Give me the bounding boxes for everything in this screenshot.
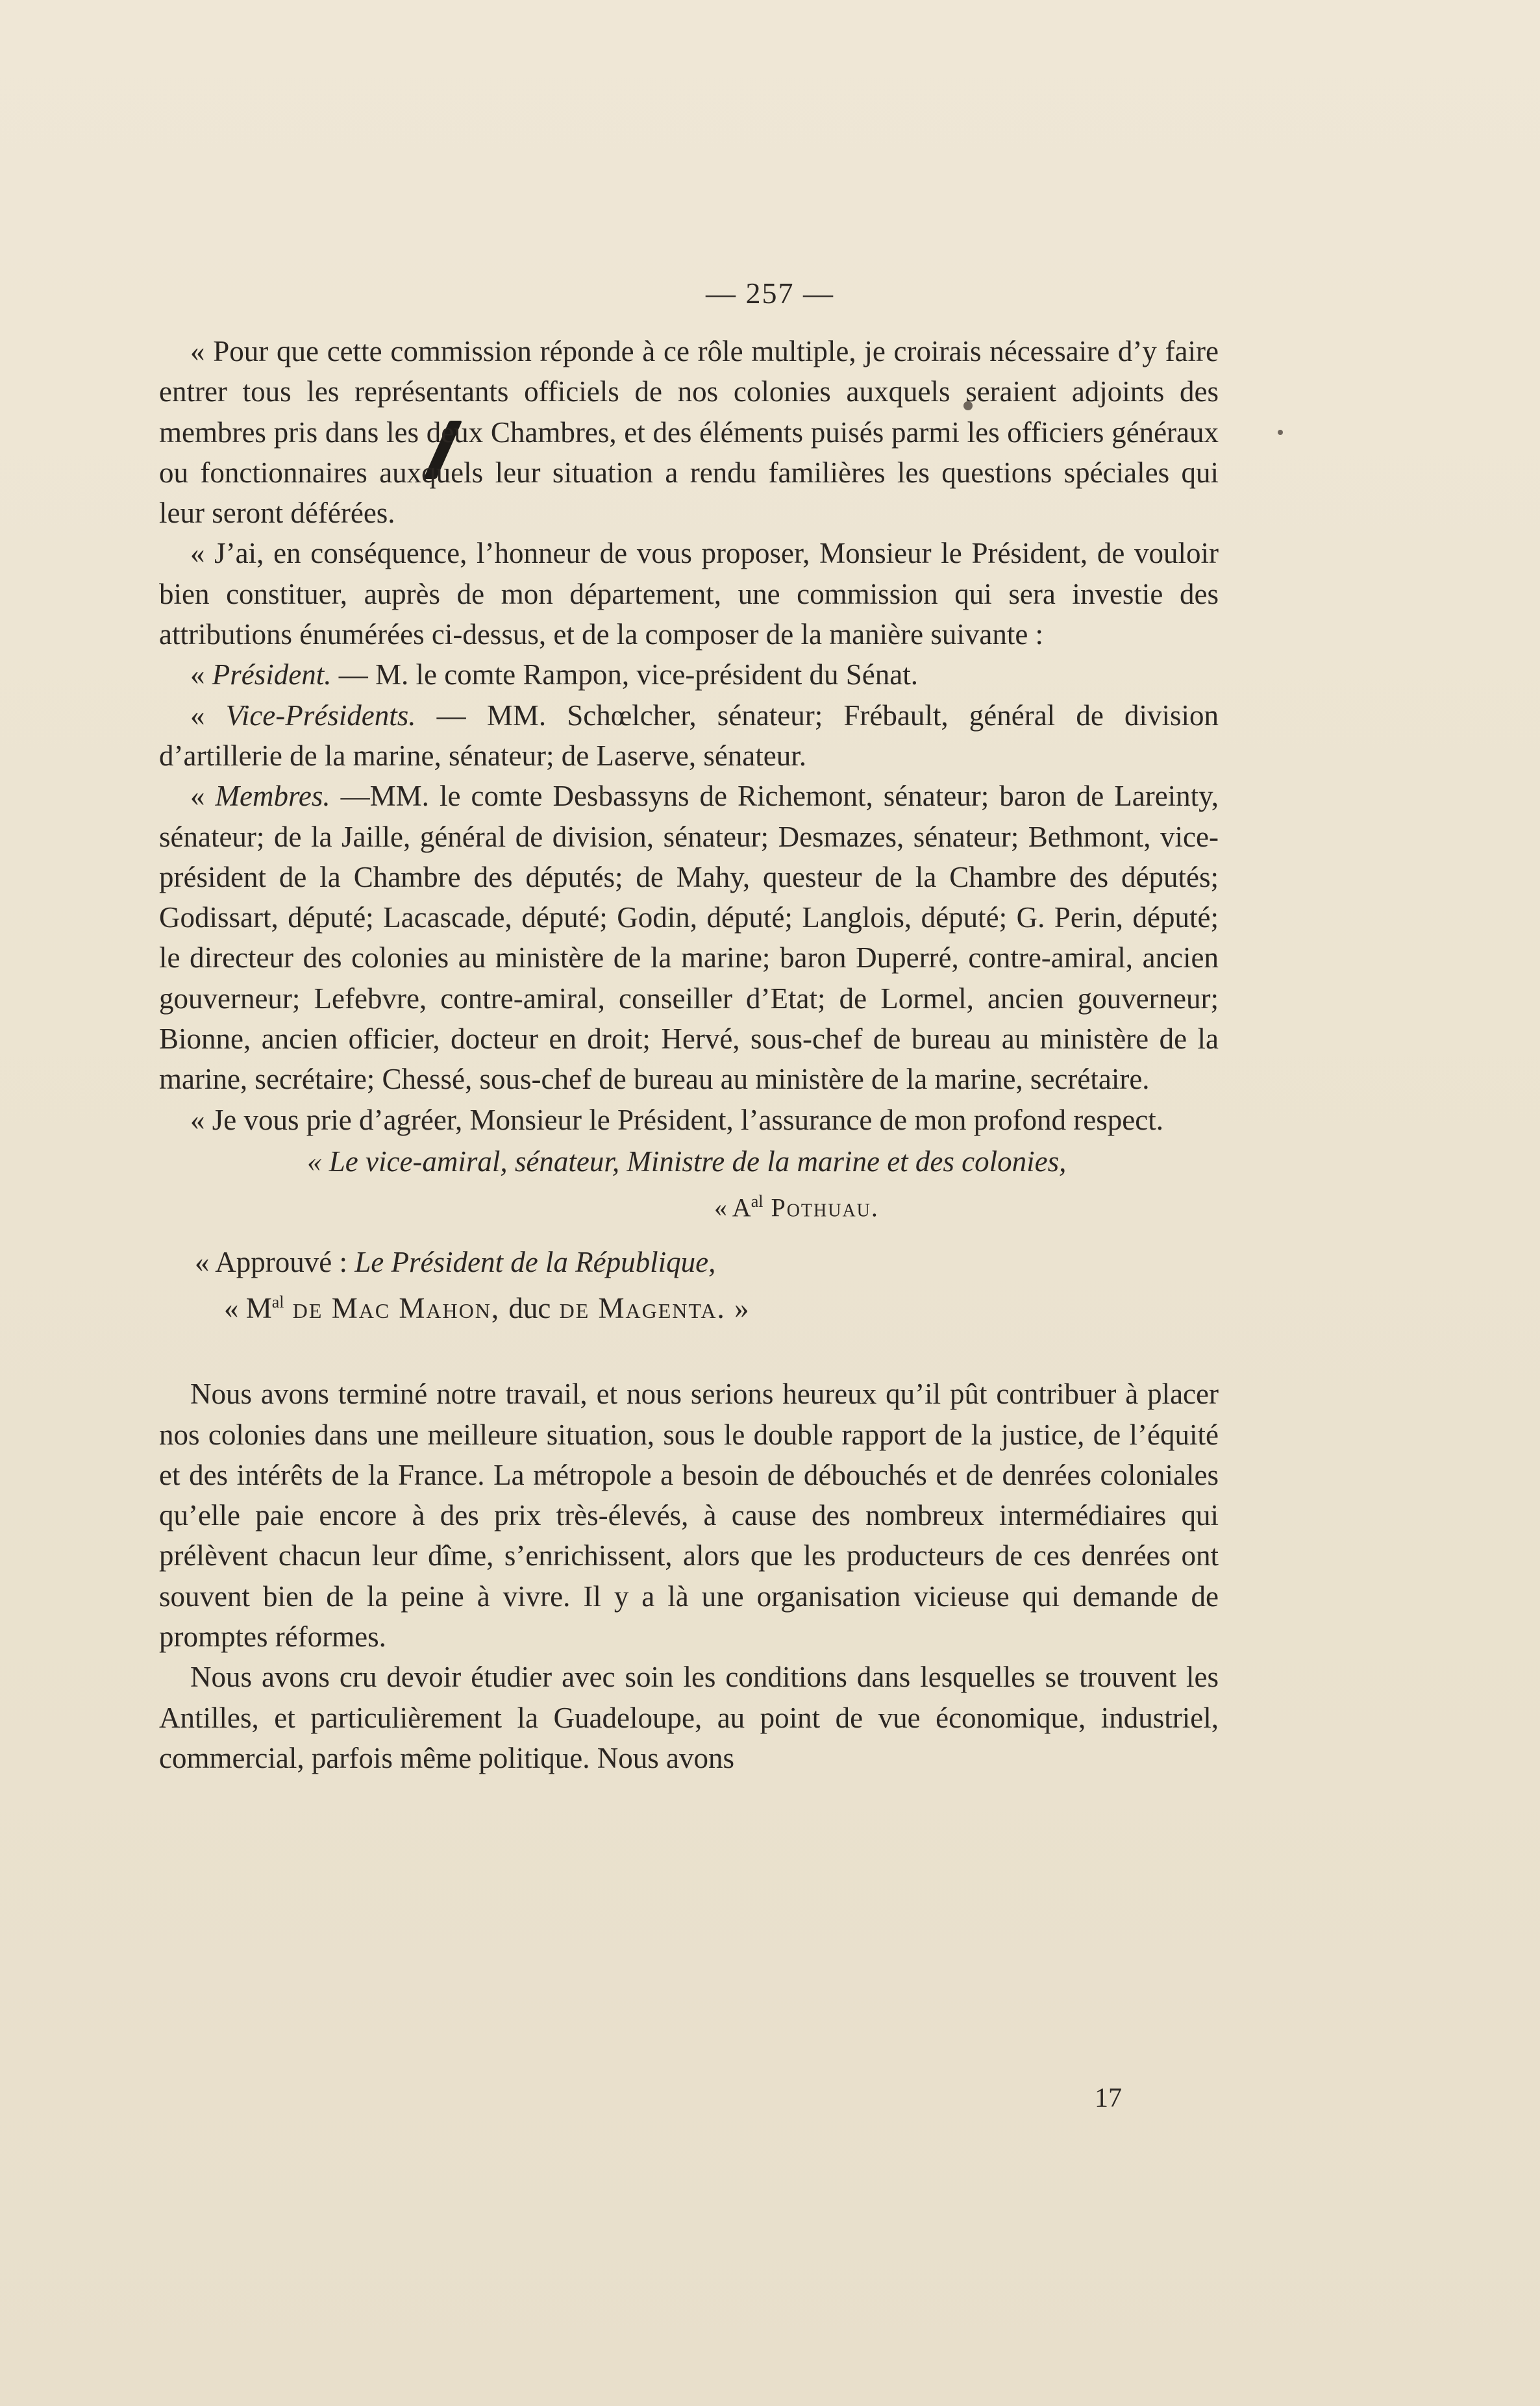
approval-line [159,1242,1219,1282]
page-folio: 17 [1095,2083,1122,2113]
approval-signature-duc: duc [508,1292,551,1325]
members-text: —MM. le comte Desbassyns de Richemont, sénateur; baron de Lareinty, sénateur; de la Jaille, général de division, sénateur; Desmazes, sénateur; Bethmont, vice-président de la Chambre des députés; de Mahy, questeur de la Chambre des députés; Godissart, député; Lacascade, député; Godin, député; Langlois, député; G. Perin, député; le directeur des colonies au ministère de la marine; baron Duperré, contre-amiral, ancien gouverneur; Lefebvre, contre-amiral, conseiller d’Etat; de Lormel, ancien gouverneur; Bionne, ancien officier, docteur en droit; Hervé, sous-chef de bureau au ministère de la marine, secrétaire; Chessé, sous-chef de bureau au ministère de la marine, secrétaire. [159,780,1219,1096]
president-paragraph: « Président. — M. le comte Rampon, vice-président du Sénat. [190,658,919,691]
signature-name-text: Pothuau. [763,1193,879,1222]
vice-presidents-paragraph: « Vice-Présidents. — MM. Schœlcher, sénateur; Frébault, général de division d’artillerie de la marine, sénateur; de Laserve, sénateur. [159,699,1219,772]
page-body [159,331,1219,1778]
approval-signature [159,1282,1219,1328]
members-paragraph: « Membres. —MM. le comte Desbassyns de Richemont, sénateur; baron de Lareinty, sénateur; de la Jaille, général de division, sénateur; Desmazes, sénateur; Bethmont, vice-président de la Chambre des députés; de Mahy, questeur de la Chambre des députés; Godissart, député; Lacascade, député; Godin, député; Langlois, député; G. Perin, député; le directeur des colonies au ministère de la marine; baron Duperré, contre-amiral, ancien gouverneur; Lefebvre, contre-amiral, conseiller d’Etat; de Lormel, ancien gouverneur; Bionne, ancien officier, docteur en droit; Hervé, sous-chef de bureau au ministère de la marine, secrétaire; Chessé, sous-chef de bureau au ministère de la marine, secrétaire. [159,780,1219,1096]
signature-title-text: « Le vice-amiral, sénateur, Ministre de la marine et des colonies, [307,1145,1067,1178]
approval-signature-prefix: « M [224,1292,272,1325]
approval-signature-sup: al [271,1293,284,1312]
vice-presidents-text: — MM. Schœlcher, sénateur; Frébault, général de division d’artillerie de la marine, sénateur; de Laserve, sénateur. [159,699,1219,772]
signature-title [159,1141,1219,1182]
report-paragraph-2: Nous avons cru devoir étudier avec soin les conditions dans lesquelles se trouvent les Antilles, et particulièrement la Guadeloupe, au point de vue économique, industriel, commercial, parfois même politique. Nous avons [159,1661,1219,1774]
signature-name-prefix: « A [714,1193,751,1222]
members-label: Membres. [215,780,330,813]
vice-presidents-label: Vice-Présidents. [225,699,416,732]
approval-signature-name: de Mac Mahon, [284,1292,509,1325]
letter-paragraph-2: « J’ai, en conséquence, l’honneur de vous proposer, Monsieur le Président, de vouloir bien constituer, auprès de mon département, une commission qui sera investie des attributions énumérées ci-dessus, et de la composer de la manière suivante : [159,537,1219,651]
signature-name [159,1182,1219,1228]
president-label: Président. [212,658,332,691]
letter-paragraph-1: « Pour que cette commission réponde à ce rôle multiple, je croirais nécessaire d’y faire entrer tous les représentants officiels de nos colonies auxquels seraient adjoints des membres pris dans les deux Chambres, et des éléments puisés parmi les officiers généraux ou fonctionnaires auxquels leur situation a rendu familières les questions spéciales qui leur seront déférées. [159,335,1219,530]
margin-speck [1278,430,1283,435]
president-text: — M. le comte Rampon, vice-président du Sénat. [338,658,919,691]
report-paragraph-1: Nous avons terminé notre travail, et nous serions heureux qu’il pût contribuer à placer nos colonies dans une meilleure situation, sous le double rapport de la justice, de l’équité et des intérêts de la France. La métropole a besoin de débouchés et de denrées coloniales qu’elle paie encore à des prix très-élevés, à cause des nombreux intermédiaires qui prélèvent chacun leur dîme, s’enrichissent, alors que les producteurs de ces denrées ont souvent bien de la peine à vivre. Il y a là une organisation vicieuse qui demande de promptes réformes. [159,1378,1219,1654]
approval-signature-magenta: de Magenta. » [551,1292,751,1325]
page-header: — 257 — [706,277,834,310]
approval-prefix: « Approuvé : [195,1246,355,1279]
approval-title: Le Président de la République, [354,1246,716,1279]
section-gap [159,1328,1219,1374]
signature-name-sup: al [751,1191,764,1211]
closing-paragraph: « Je vous prie d’agréer, Monsieur le Président, l’assurance de mon profond respect. [190,1103,1163,1136]
